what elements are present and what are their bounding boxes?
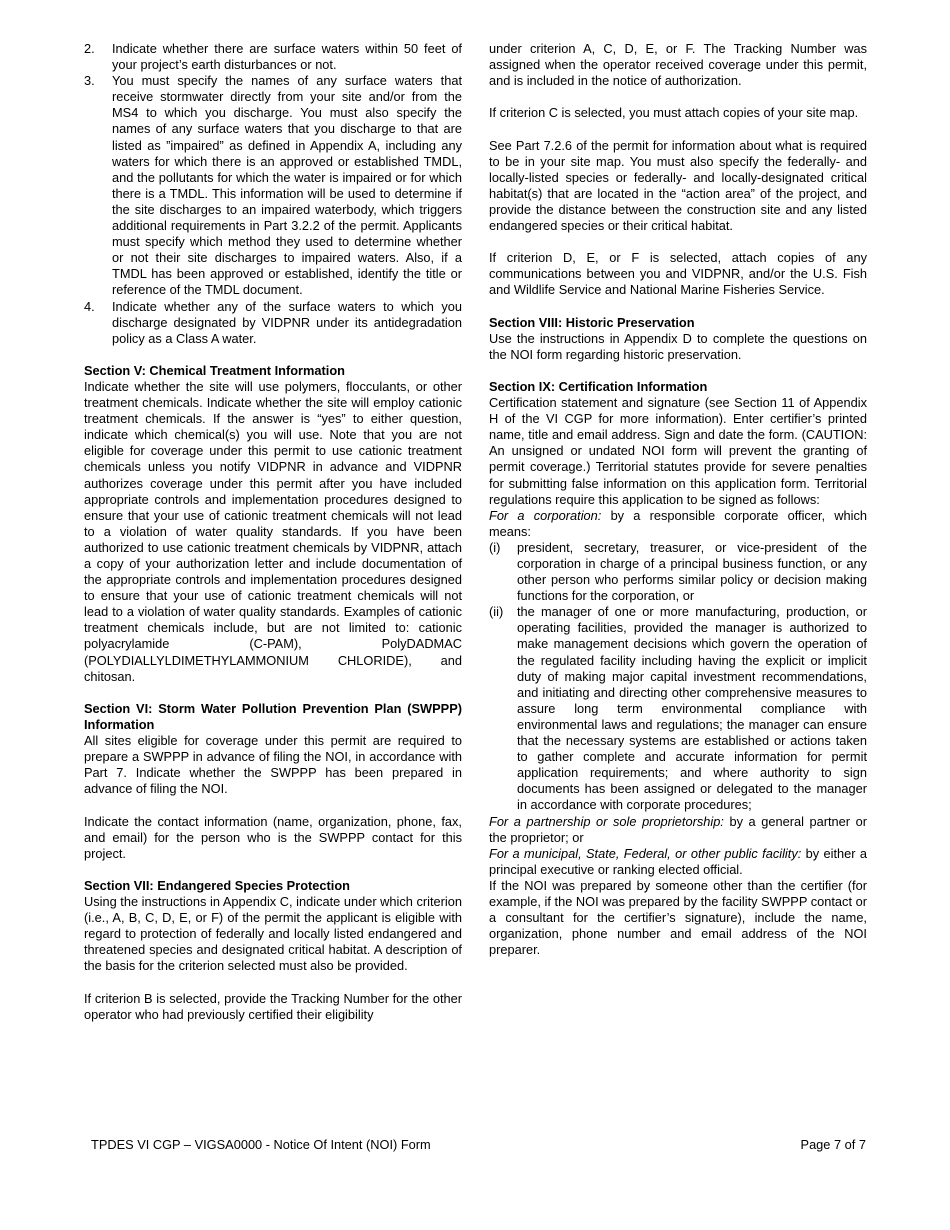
- municipal-paragraph: [489, 846, 867, 878]
- criterion-c-text: If criterion C is selected, you must attach copies of your site map.: [489, 105, 859, 121]
- list-number: 2.: [84, 41, 95, 56]
- partnership-label: For a partnership or sole proprietorship:: [489, 813, 724, 829]
- section7-body: Using the instructions in Appendix C, indicate under which criterion (i.e., A, B, C, D, E, or F) of the permit the applicant is eligible with regard to protection of federally and locally listed endangered and threatened species and designated critical habitat. A description of the basis for the criterion selected must also be provided.: [84, 893, 462, 974]
- section8-heading: Section VIII: Historic Preservation: [489, 314, 695, 330]
- list-number: (ii): [489, 604, 504, 620]
- section8-body: Use the instructions in Appendix D to complete the questions on the NOI form regarding historic preservation.: [489, 330, 867, 362]
- partnership-text: by a general partner or the proprietor; or: [489, 813, 868, 845]
- list-item: [84, 73, 462, 298]
- section6-body: All sites eligible for coverage under this permit are required to prepare a SWPPP in advance of filing the NOI, in accordance with Part 7. Indicate whether the SWPPP has been prepared in advance of filing the NOI.: [84, 733, 462, 797]
- list-text: the manager of one or more manufacturing, production, or operating facilities, provided the manager is authorized to make management decisions which govern the operation of the regulated facility including having the explicit or implicit duty of making major capital investment recommendations, and initiating and directing other comprehensive measures to assure long term environmental compliance with environmental laws and regulations; the manager can ensure that the necessary systems are established or actions taken to gather complete and accurate information for permit application requirements; and where authority to sign documents has been assigned or delegated to the manager in accordance with corporate procedures;: [517, 604, 867, 813]
- list-item: [489, 540, 867, 604]
- corporation-paragraph: [489, 508, 867, 540]
- preparer-paragraph: If the NOI was prepared by someone other than the certifier (for example, if the NOI was prepared by the facility SWPPP contact or a consultant for the certifier’s signature), include the name, organization, phone number and email address of the NOI preparer.: [489, 877, 867, 958]
- list-text: Indicate whether any of the surface waters to which you discharge designated by VIDPNR under its antidegradation policy as a Class A water.: [112, 298, 462, 346]
- footer-form-title: TPDES VI CGP – VIGSA0000 - Notice Of Intent (NOI) Form: [91, 1137, 431, 1152]
- corporation-text: by a responsible corporate officer, which means:: [489, 507, 867, 539]
- criterion-def-text: If criterion D, E, or F is selected, attach copies of any communications between you and VIDPNR, and/or the U.S. Fish and Wildlife Service and National Marine Fisheries Service.: [489, 250, 867, 298]
- list-number: 3.: [84, 73, 95, 89]
- list-item: [489, 604, 867, 813]
- section6-heading: Section VI: Storm Water Pollution Prevention Plan (SWPPP) Information: [84, 700, 462, 732]
- section7-heading: Section VII: Endangered Species Protection: [84, 877, 350, 893]
- section5-heading: Section V: Chemical Treatment Information: [84, 362, 345, 378]
- right-column: [489, 41, 867, 958]
- list-item: [84, 41, 462, 73]
- corporation-label: For a corporation:: [489, 507, 602, 523]
- section7-criterion-b: If criterion B is selected, provide the Tracking Number for the other operator who had previously certified their eligibility: [84, 990, 462, 1022]
- list-number: 4.: [84, 298, 95, 314]
- municipal-text: by either a principal executive or ranking elected official.: [489, 845, 868, 877]
- left-column: [84, 41, 462, 1023]
- list-item: [84, 299, 462, 347]
- part-726-text: See Part 7.2.6 of the permit for information about what is required to be in your site map. You must also specify the federally- and locally-listed species or federally- and locally-designated critical habitat(s) that are located in the “action area” of the project, and provide the distance between the construction site and any listed endangered species or their critical habitat.: [489, 137, 867, 234]
- section5-body: Indicate whether the site will use polymers, flocculants, or other treatment chemicals. Indicate whether the site will employ cationic treatment chemicals. If the answer is “yes” to either question, indicate which chemical(s) you will use. Note that you are not eligible for coverage under this permit to use cationic treatment chemicals unless you notify VIDPNR in advance and VIDPNR authorizes coverage under this permit after you have included appropriate controls and implementation procedures designed to ensure that your use of cationic treatment chemicals will not lead to a violation of water quality standards. If you have been authorized to use cationic treatment chemicals by VIDPNR, attach a copy of your authorization letter and include documentation of the appropriate controls and implementation procedures designed to ensure that your use of cationic treatment chemicals will not lead to a violation of water quality standards. Examples of cationic treatment chemicals include, but are not limited to: cationic polyacrylamide (C-PAM), PolyDADMAC (POLYDIALLYLDIMETHYLAMMONIUM CHLORIDE), and chitosan.: [84, 378, 462, 684]
- list-text: president, secretary, treasurer, or vice-president of the corporation in charge of a principal business function, or any other person who performs similar policy or decision making functions for the corporation, or: [517, 539, 867, 604]
- partnership-paragraph: [489, 814, 867, 846]
- criterion-continuation: under criterion A, C, D, E, or F. The Tracking Number was assigned when the operator received coverage under this permit, and is included in the notice of authorization.: [489, 41, 867, 89]
- municipal-label: For a municipal, State, Federal, or other public facility:: [489, 845, 802, 861]
- list-number: (i): [489, 539, 501, 555]
- section6-contact: Indicate the contact information (name, organization, phone, fax, and email) for the person who is the SWPPP contact for this project.: [84, 813, 462, 861]
- list-text: You must specify the names of any surface waters that receive stormwater directly from your site and/or from the MS4 to which you discharge. You must also specify the names of any surface waters that you discharge to that are listed as ”impaired” as defined in Appendix A, including any waters for which there is an approved or established TMDL, and the pollutants for which the water is impaired or for which there is a TMDL. This information will be used to determine if the site discharges to an impaired waterbody, which triggers additional requirements in Part 3.2.2 of the permit. Applicants must specify which method they used to determine whether or not their site discharges to impaired waters. Also, if a TMDL has been approved or established, identify the title or reference of the TMDL document.: [112, 73, 462, 298]
- section9-heading: Section IX: Certification Information: [489, 378, 708, 394]
- list-text: Indicate whether there are surface waters within 50 feet of your project’s earth disturbances or not.: [112, 41, 462, 73]
- section9-body: Certification statement and signature (see Section 11 of Appendix H of the VI CGP for more information). Enter certifier’s printed name, title and email address. Sign and date the form. (CAUTION: An unsigned or undated NOI form will prevent the granting of permit coverage.) Territorial statutes provide for severe penalties for submitting false information on this application form. Territorial regulations require this application to be signed as follows:: [489, 395, 867, 507]
- footer-page-number: Page 7 of 7: [800, 1137, 866, 1152]
